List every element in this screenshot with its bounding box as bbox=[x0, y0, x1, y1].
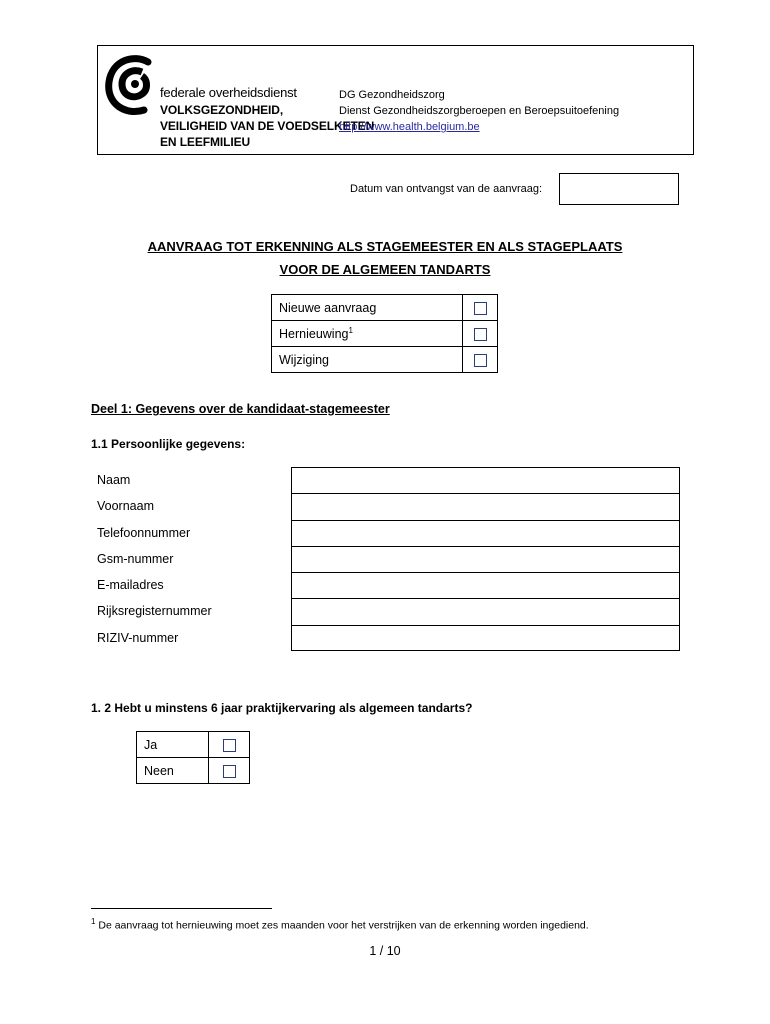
field-label-email: E-mailadres bbox=[97, 578, 164, 592]
date-received-field[interactable] bbox=[559, 173, 679, 205]
personal-data-fields bbox=[291, 467, 680, 651]
form-title-line2: VOOR DE ALGEMEEN TANDARTS bbox=[279, 262, 491, 277]
field-label-riziv-number: RIZIV-nummer bbox=[97, 631, 179, 645]
yes-checkbox[interactable] bbox=[223, 739, 236, 752]
field-label-phone: Telefoonnummer bbox=[97, 526, 191, 540]
org-department: VOLKSGEZONDHEID, VEILIGHEID VAN DE VOEDSELKETEN EN LEEFMILIEU bbox=[160, 103, 375, 149]
answer-label-yes: Ja bbox=[137, 732, 209, 758]
email-field[interactable] bbox=[291, 572, 680, 598]
experience-answer-table bbox=[136, 731, 250, 784]
page-number: 1 / 10 bbox=[369, 944, 401, 958]
request-type-row bbox=[272, 347, 498, 373]
footnote bbox=[91, 917, 589, 932]
renewal-checkbox[interactable] bbox=[474, 328, 487, 341]
org-name: federale overheidsdienst bbox=[160, 85, 297, 100]
riziv-number-field[interactable] bbox=[291, 625, 680, 651]
dg-title: DG Gezondheidszorg bbox=[339, 89, 445, 101]
field-label-name: Naam bbox=[97, 473, 131, 487]
fod-logo-icon bbox=[104, 52, 166, 118]
phone-field[interactable] bbox=[291, 520, 680, 546]
form-title-line1: AANVRAAG TOT ERKENNING ALS STAGEMEESTER EN ALS STAGEPLAATS bbox=[147, 239, 623, 254]
request-type-row bbox=[272, 295, 498, 321]
section-1-1-heading: 1.1 Persoonlijke gegevens: bbox=[91, 437, 246, 451]
footnote-divider bbox=[91, 908, 272, 909]
dg-service: Dienst Gezondheidszorgberoepen en Beroepsuitoefening bbox=[339, 105, 620, 117]
request-type-label: Hernieuwing$^1$ bbox=[272, 321, 463, 347]
firstname-field[interactable] bbox=[291, 493, 680, 519]
footnote-text: De aanvraag tot hernieuwing moet zes maanden voor het verstrijken van de erkenning worden ingediend. bbox=[95, 919, 589, 932]
modification-checkbox[interactable] bbox=[474, 354, 487, 367]
field-label-national-number: Rijksregisternummer bbox=[97, 604, 212, 618]
mobile-field[interactable] bbox=[291, 546, 680, 572]
request-type-row bbox=[272, 321, 498, 347]
field-label-mobile: Gsm-nummer bbox=[97, 552, 174, 566]
footnote-marker: 1 bbox=[91, 917, 96, 926]
request-type-label: Nieuwe aanvraag bbox=[272, 295, 463, 321]
section-1-2-question: 1. 2 Hebt u minstens 6 jaar praktijkervaring als algemeen tandarts? bbox=[91, 701, 473, 715]
name-field[interactable] bbox=[291, 467, 680, 493]
date-received-label: Datum van ontvangst van de aanvraag: bbox=[350, 183, 543, 195]
part1-heading: Deel 1: Gegevens over de kandidaat-stagemeester bbox=[91, 402, 390, 416]
new-request-checkbox[interactable] bbox=[474, 302, 487, 315]
field-label-firstname: Voornaam bbox=[97, 499, 154, 513]
request-type-label: Wijziging bbox=[272, 347, 463, 373]
request-type-table bbox=[271, 294, 498, 373]
answer-row bbox=[137, 758, 250, 784]
footnote-ref: 1 bbox=[348, 325, 353, 335]
answer-label-no: Neen bbox=[137, 758, 209, 784]
national-number-field[interactable] bbox=[291, 598, 680, 624]
no-checkbox[interactable] bbox=[223, 765, 236, 778]
dg-info bbox=[339, 87, 619, 135]
website-link[interactable]: http://www.health.belgium.be bbox=[339, 121, 480, 133]
answer-row bbox=[137, 732, 250, 758]
